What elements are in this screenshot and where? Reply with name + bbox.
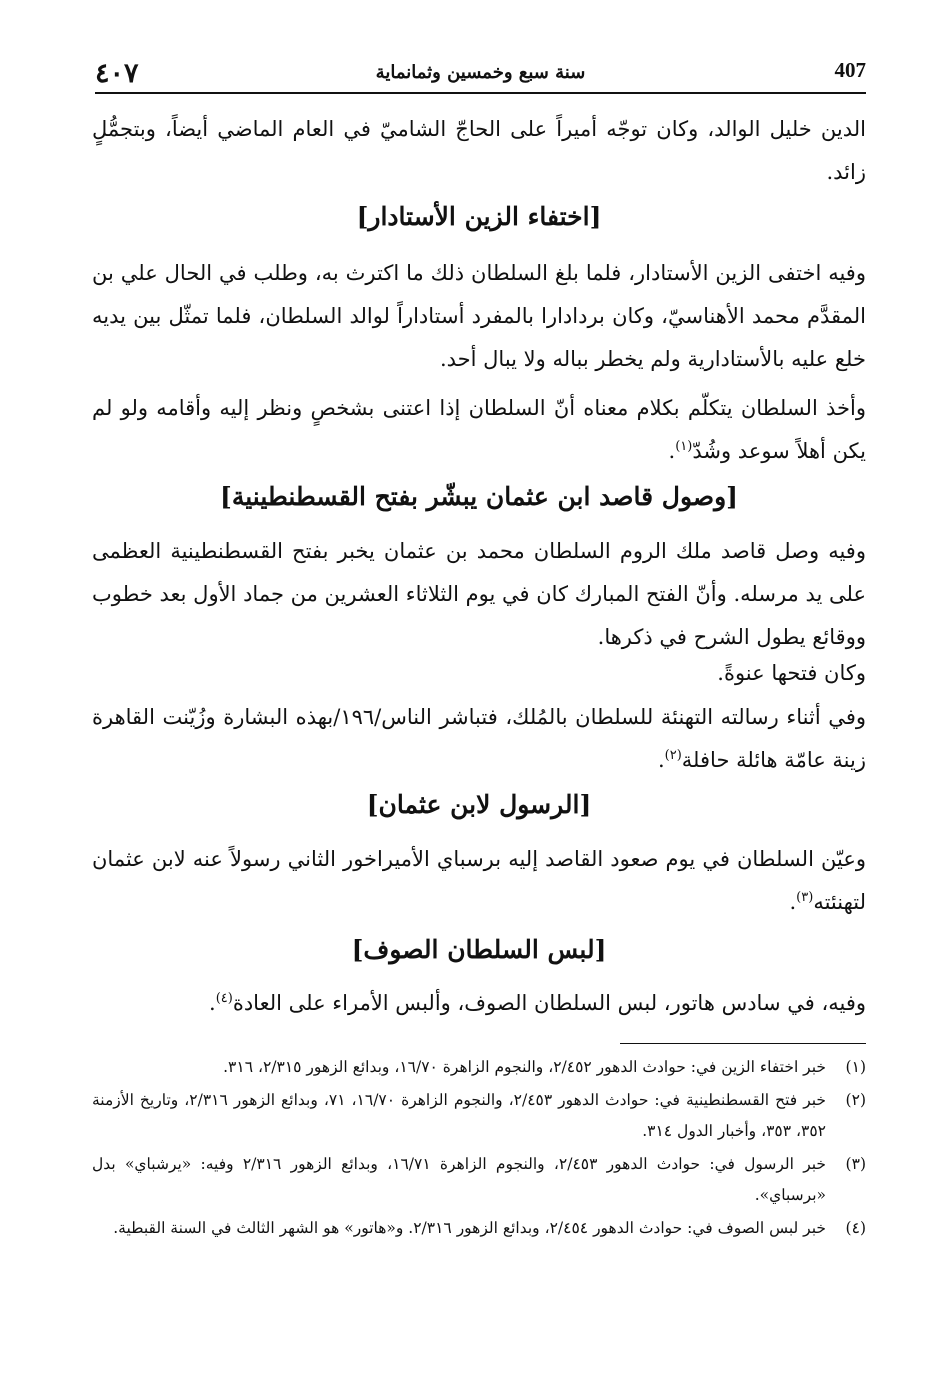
page-number-arabic: ٤٠٧	[95, 58, 139, 89]
footnote-ref-4: (٤)	[215, 991, 233, 1006]
section-heading-wool: [لبس السلطان الصوف]	[351, 935, 607, 964]
footnote-ref-1: (١)	[675, 439, 693, 454]
footnote-1	[92, 1052, 866, 1083]
section-heading-envoy: [الرسول لابن عثمان]	[366, 790, 592, 819]
section-heading-constantinople: [وصول قاصد ابن عثمان يبشّر بفتح القسطنطينية]	[220, 482, 738, 511]
paragraph-celebration: وفي أثناء رسالته التهنئة للسلطان بالمُلك، فتباشر الناس/١٩٦/بهذه البشارة وزُيّنت القاهرة زينة عامّة هائلة حافلة$^{(٢)}$.	[92, 705, 866, 772]
paragraph-envoy: وعيّن السلطان في يوم صعود القاصد إليه برسباي الأميراخور الثاني رسولاً عنه لابن عثمان لتهنئته$^{(٣)}$.	[92, 847, 866, 914]
footnote-number: (٣)	[845, 1155, 866, 1173]
footnotes	[92, 1052, 866, 1246]
footnote-2	[92, 1085, 866, 1147]
paragraph-sultan-speech: وأخذ السلطان يتكلّم بكلام معناه أنّ السلطان إذا اعتنى بشخصٍ ونظر إليه وأقامه ولو لم يكن أهلاً سوعد وشُدّ$^{(١)}$.	[92, 396, 866, 463]
footnote-text: خبر فتح القسطنطينية في: حوادث الدهور ٢/٤٥٣، والنجوم الزاهرة ١٦/٧٠، ٧١، وبدائع الزهور ٢/٣١٦، وتاريخ الأزمنة ٣٥٢، ٣٥٣، وأخبار الدول ٣١٤.	[92, 1091, 827, 1140]
footnote-4	[92, 1213, 866, 1244]
footnote-text: خبر الرسول في: حوادث الدهور ٢/٤٥٣، والنجوم الزاهرة ١٦/٧١، وبدائع الزهور ٢/٣١٦ وفيه: «يرشباي» بدل «برسباي».	[92, 1155, 826, 1204]
paragraph-continuation: الدين خليل الوالد، وكان توجّه أميراً على الحاجّ الشاميّ في العام الماضي أيضاً، وبتجمُّلٍ زائد.	[92, 117, 866, 184]
footnote-3	[92, 1149, 866, 1211]
paragraph-zein-disappearance: وفيه اختفى الزين الأستادار، فلما بلغ السلطان ذلك ما اكترث به، وطلب في الحال علي بن المقدَّم محمد الأهناسيّ، وكان بردادارا بالمفرد أستاداراً لوالد السلطان، فلما تمثّل بين يديه خلع عليه بالأستادارية ولم يخطر بباله ولا يبال أحد.	[92, 261, 866, 371]
footnote-ref-3: (٣)	[796, 890, 814, 905]
paragraph-conquest-by-force: وكان فتحها عنوةً.	[717, 661, 866, 685]
running-title: سنة سبع وخمسين وثمانماية	[375, 62, 586, 83]
paragraph-wool: وفيه، في سادس هاتور، لبس السلطان الصوف، وألبس الأمراء على العادة$^{(٤)}$.	[209, 991, 866, 1015]
footnote-text: خبر لبس الصوف في: حوادث الدهور ٢/٤٥٤، وبدائع الزهور ٢/٣١٦. و«هاتور» هو الشهر الثالث في السنة القبطية.	[113, 1219, 826, 1237]
paragraph-constantinople-news: وفيه وصل قاصد ملك الروم السلطان محمد بن عثمان يخبر بفتح القسطنطينية العظمى على يد مرسله. وأنّ الفتح المبارك كان في يوم الثلاثاء العشرين من جماد الأول بعد خطوب ووقائع يطول الشرح في ذكرها.	[92, 539, 866, 649]
footnote-number: (١)	[845, 1058, 866, 1076]
footnote-number: (٢)	[845, 1091, 866, 1109]
page-header	[95, 52, 866, 94]
footnote-number: (٤)	[845, 1219, 866, 1237]
section-heading-zein-disappearance: [اختفاء الزين الأستادار]	[356, 202, 602, 231]
footnote-divider	[620, 1043, 866, 1044]
page-number-latin: 407	[834, 58, 866, 82]
footnote-ref-2: (٢)	[664, 748, 682, 763]
footnote-text: خبر اختفاء الزين في: حوادث الدهور ٢/٤٥٢، والنجوم الزاهرة ١٦/٧٠، وبدائع الزهور ٢/٣١٥، ٣١٦.	[223, 1058, 826, 1076]
